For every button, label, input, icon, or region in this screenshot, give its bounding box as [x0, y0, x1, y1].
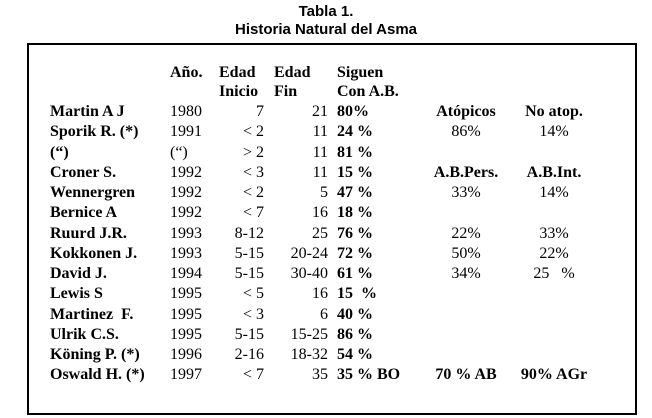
header-edad-fin-2: Fin: [274, 83, 298, 100]
cell-extra-2: 22%: [539, 244, 569, 262]
header-edad-inicio-2: Inicio: [219, 83, 259, 100]
header-edad-inicio-1: Edad: [219, 64, 256, 81]
header-anio: Año.: [170, 64, 203, 81]
cell-siguen: 18 %: [337, 204, 373, 222]
cell-edad-inicio: < 3: [242, 305, 264, 323]
cell-extra-2: 33%: [539, 224, 569, 242]
cell-autor: Ruurd J.R.: [50, 224, 127, 242]
cell-edad-fin: 6: [320, 305, 328, 323]
cell-edad-inicio: < 2: [242, 184, 264, 201]
cell-autor: Martin A J: [50, 103, 125, 120]
cell-siguen: 80%: [337, 103, 369, 120]
cell-edad-inicio: < 7: [242, 204, 264, 222]
cell-edad-fin: 11: [312, 143, 328, 161]
cell-extra-1: 86%: [451, 123, 481, 141]
cell-siguen: 72 %: [337, 244, 373, 262]
cell-edad-fin: 16: [312, 285, 328, 303]
cell-edad-fin: 11: [312, 123, 328, 141]
cell-siguen: 81 %: [337, 143, 373, 161]
cell-anio: (“): [170, 143, 188, 161]
cell-autor: Bernice A: [50, 204, 118, 222]
cell-edad-fin: 18-32: [290, 346, 328, 363]
cell-extra-2: 14%: [539, 184, 569, 201]
cell-extra-1: 22%: [451, 224, 481, 242]
cell-edad-inicio: 2-16: [234, 346, 264, 363]
table-subtitle: Historia Natural del Asma: [235, 21, 417, 38]
cell-anio: 1994: [170, 265, 202, 282]
cell-edad-fin: 15-25: [290, 325, 328, 343]
cell-autor: Ulrik C.S.: [50, 325, 119, 343]
cell-edad-inicio: 5-15: [234, 244, 264, 262]
cell-edad-inicio: 5-15: [234, 325, 264, 343]
cell-siguen: 47 %: [337, 184, 373, 201]
cell-siguen: 15 %: [337, 163, 373, 181]
cell-anio: 1995: [170, 325, 202, 343]
cell-edad-fin: 11: [312, 163, 328, 181]
cell-anio: 1995: [170, 305, 202, 323]
cell-edad-fin: 30-40: [290, 265, 328, 282]
cell-edad-inicio: 7: [256, 103, 264, 120]
cell-autor: Köning P. (*): [50, 346, 140, 363]
cell-anio: 1992: [170, 184, 202, 201]
cell-autor: Oswald H. (*): [50, 366, 145, 384]
cell-edad-fin: 16: [312, 204, 328, 222]
cell-edad-fin: 21: [312, 103, 328, 120]
header-siguen-2: Con A.B.: [337, 83, 399, 100]
cell-edad-fin: 5: [320, 184, 328, 201]
cell-anio: 1993: [170, 224, 202, 242]
cell-anio: 1993: [170, 244, 202, 262]
cell-edad-fin: 35: [312, 366, 328, 384]
cell-edad-inicio: < 5: [242, 285, 264, 303]
cell-anio: 1992: [170, 204, 202, 222]
cell-extra-1: Atópicos: [436, 103, 496, 120]
cell-autor: David J.: [50, 265, 107, 282]
cell-extra-1: 34%: [451, 265, 481, 282]
cell-siguen: 76 %: [337, 224, 373, 242]
cell-siguen: 24 %: [337, 123, 373, 141]
table-title: Tabla 1.: [298, 3, 354, 20]
cell-anio: 1997: [170, 366, 202, 384]
cell-extra-1: 50%: [451, 244, 481, 262]
cell-autor: Wennergren: [50, 184, 136, 201]
cell-edad-inicio: < 7: [242, 366, 264, 384]
cell-extra-1: A.B.Pers.: [433, 163, 499, 181]
cell-extra-2: 25 %: [533, 265, 575, 282]
cell-extra-2: 14%: [539, 123, 569, 141]
cell-siguen: 35 % BO: [337, 366, 401, 384]
header-edad-fin-1: Edad: [274, 64, 311, 81]
cell-autor: Lewis S: [50, 285, 103, 303]
cell-anio: 1980: [170, 103, 202, 120]
cell-extra-2: 90% AGr: [520, 366, 588, 384]
cell-extra-1: 70 % AB: [435, 366, 497, 384]
cell-siguen: 15 %: [337, 285, 377, 303]
cell-edad-fin: 25: [312, 224, 328, 242]
cell-edad-inicio: < 2: [242, 123, 264, 141]
cell-extra-1: 33%: [451, 184, 481, 201]
cell-edad-inicio: > 2: [242, 143, 264, 161]
cell-edad-inicio: < 3: [242, 163, 264, 181]
cell-autor: Martinez F.: [50, 305, 134, 323]
cell-siguen: 61 %: [337, 265, 373, 282]
cell-siguen: 86 %: [337, 325, 373, 343]
cell-anio: 1996: [170, 346, 202, 363]
cell-extra-2: No atop.: [525, 103, 583, 120]
cell-edad-inicio: 5-15: [234, 265, 264, 282]
cell-edad-fin: 20-24: [290, 244, 328, 262]
header-siguen-1: Siguen: [337, 64, 384, 81]
cell-autor: Kokkonen J.: [50, 244, 138, 262]
cell-autor: (“): [50, 143, 69, 161]
cell-anio: 1991: [170, 123, 202, 141]
cell-anio: 1992: [170, 163, 202, 181]
cell-extra-2: A.B.Int.: [526, 163, 582, 181]
cell-edad-inicio: 8-12: [234, 224, 264, 242]
cell-anio: 1995: [170, 285, 202, 303]
cell-autor: Sporik R. (*): [50, 123, 139, 141]
cell-autor: Croner S.: [50, 163, 117, 181]
cell-siguen: 54 %: [337, 346, 373, 363]
cell-siguen: 40 %: [337, 305, 373, 323]
